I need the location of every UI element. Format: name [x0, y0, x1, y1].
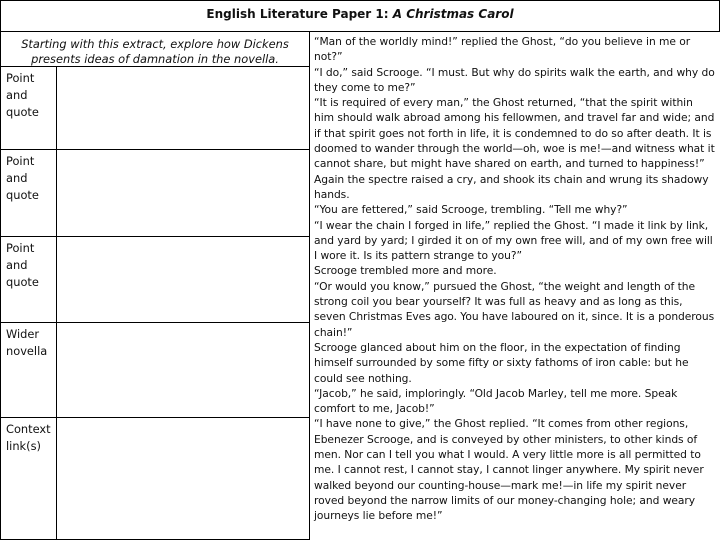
extract-paragraph: “It is required of every man,” the Ghost returned, “that the spirit within him should walk abroad among his fellowmen, and travel far and wide; and if that spirit goes not forth in life, it is condemned to do so after death. It is doomed to wander through the world—oh, woe is me!—and witness what it cannot share, but might have shared on earth, and turned to happiness!” — [314, 96, 715, 171]
extract-paragraph: “I wear the chain I forged in life,” replied the Ghost. “I made it link by link, and yard by yard; I girded it on of my own free will, and of my own free will I wore it. Is its pattern strange to you?” — [314, 218, 713, 263]
extract-text — [310, 31, 720, 524]
extract-paragraph: Scrooge glanced about him on the floor, in the expectation of finding himself surrounded by some fifty or sixty fathoms of iron cable: but he could see nothing. — [314, 340, 689, 385]
extract-paragraph: “Or would you know,” pursued the Ghost, “the weight and length of the strong coil you bear yourself? It was full as heavy and as long as this, seven Christmas Eves ago. You have laboured on it, since. It is a ponderous chain!” — [314, 279, 715, 339]
header-text-title: A Christmas Carol — [392, 7, 514, 21]
answer-box[interactable] — [58, 237, 309, 322]
extract-paragraph: Again the spectre raised a cry, and shook its chain and wrung its shadowy hands. — [314, 172, 709, 201]
answer-box[interactable] — [58, 418, 309, 539]
header-prefix: English Literature Paper 1: — [206, 7, 393, 21]
grid-row — [1, 237, 309, 323]
grid-row — [1, 418, 309, 540]
answer-box[interactable] — [58, 323, 309, 417]
grid-row — [1, 323, 309, 418]
exam-question: Starting with this extract, explore how Dickens presents ideas of damnation in the novella. — [1, 31, 309, 67]
row-label: Point and quote — [1, 150, 57, 236]
extract-paragraph: Scrooge trembled more and more. — [314, 264, 497, 278]
extract-paragraph: “Jacob,” he said, imploringly. “Old Jacob Marley, tell me more. Speak comfort to me, Jacob!” — [314, 386, 678, 416]
answer-box[interactable] — [58, 150, 309, 236]
extract-paragraph: “I do,” said Scrooge. “I must. But why do spirits walk the earth, and why do they come to me?” — [314, 65, 715, 94]
extract-paragraph: “You are fettered,” said Scrooge, trembling. “Tell me why?” — [314, 203, 628, 217]
row-label: Point and quote — [1, 67, 57, 149]
extract-paragraph: “Man of the worldly mind!” replied the Ghost, “do you believe in me or not?” — [314, 35, 691, 64]
row-label: Wider novella — [1, 323, 57, 417]
row-label: Point and quote — [1, 237, 57, 322]
row-label: Context link(s) — [1, 418, 57, 539]
response-grid — [0, 31, 310, 540]
answer-box[interactable] — [58, 67, 309, 149]
extract-panel — [310, 31, 720, 540]
grid-row — [1, 150, 309, 237]
extract-paragraph: “I have none to give,” the Ghost replied. “It comes from other regions, Ebenezer Scrooge, and is conveyed by other ministers, to other kinds of men. Nor can I tell you what I would. A very little more is all permitted to me. I cannot rest, I cannot stay, I cannot linger anywhere. My spirit never walked beyond our counting-house—mark me!—in life my spirit never roved beyond the narrow limits of our money-changing hole; and weary journeys lie before me!” — [314, 417, 704, 523]
page-header — [0, 0, 720, 32]
grid-row — [1, 67, 309, 150]
